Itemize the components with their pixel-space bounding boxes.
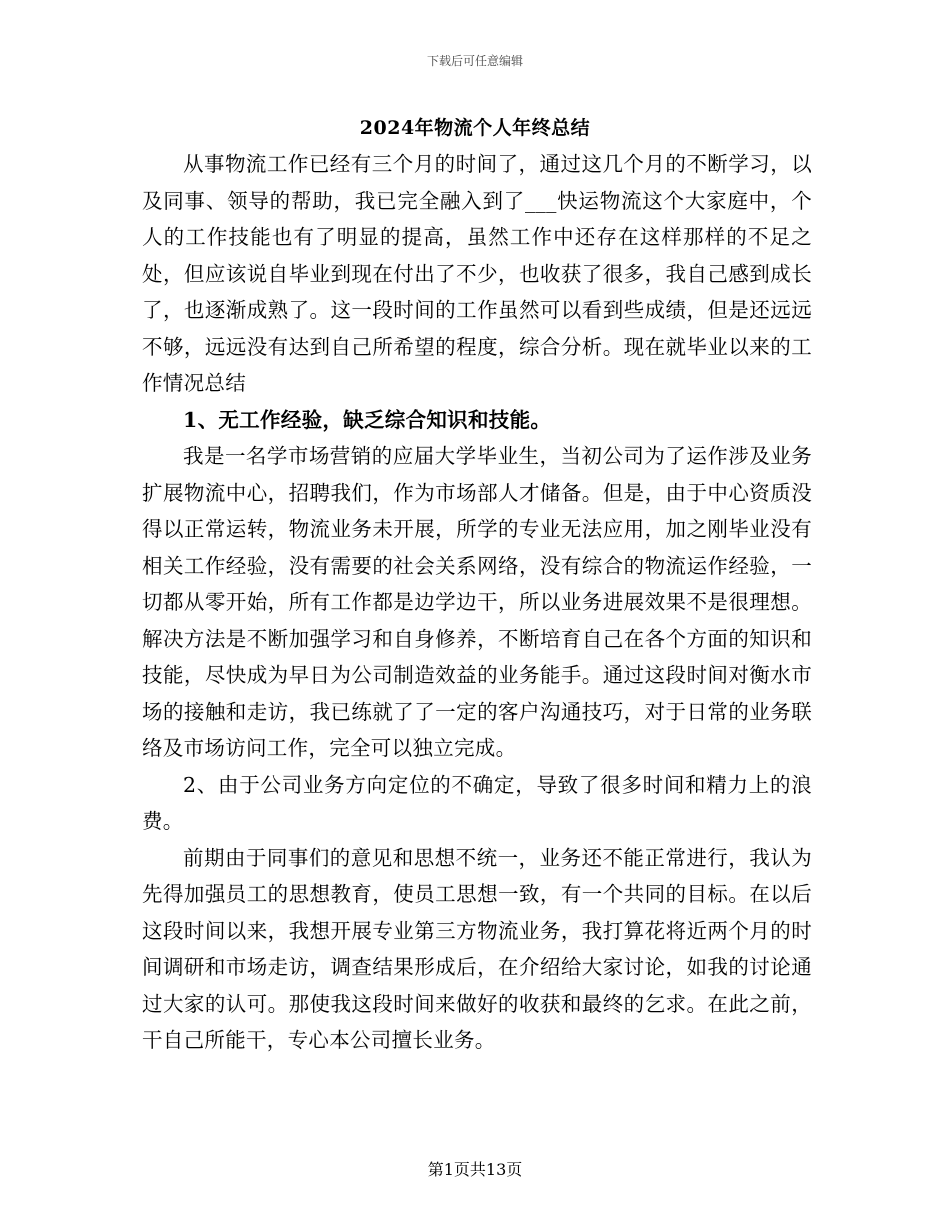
paragraph-section-2: 前期由于同事们的意见和思想不统一，业务还不能正常进行，我认为先得加强员工的思想教育，使员工思想一致，有一个共同的目标。在以后这段时间以来，我想开展专业第三方物流业务，我打算花将近两个月的时间调研和市场走访，调查结果形成后，在介绍给大家讨论，如我的讨论通过大家的认可。那使我这段时间来做好的收获和最终的乞求。在此之前，干自己所能干，专心本公司擅长业务。: [142, 845, 812, 1052]
section-heading-1: 1、无工作经验，缺乏综合知识和技能。: [183, 407, 552, 432]
document-title: 2024年物流个人年终总结: [359, 117, 591, 139]
section-heading-2: 2、由于公司业务方向定位的不确定，导致了很多时间和精力上的浪费。: [142, 772, 812, 833]
header-note: 下载后可任意编辑: [426, 54, 523, 68]
page-number: 第1页共13页: [427, 1160, 523, 1179]
paragraph-intro: 从事物流工作已经有三个月的时间了，通过这几个月的不断学习，以及同事、领导的帮助，我已完全融入到了___快运物流这个大家庭中，个人的工作技能也有了明显的提高，虽然工作中还存在这样那样的不足之处，但应该说自毕业到现在付出了不少，也收获了很多，我自己感到成长了，也逐渐成熟了。这一段时间的工作虽然可以看到些成绩，但是还远远不够，远远没有达到自己所希望的程度，综合分析。现在就毕业以来的工作情况总结: [142, 152, 812, 395]
document-body: [142, 146, 812, 1059]
paragraph-section-1: 我是一名学市场营销的应届大学毕业生，当初公司为了运作涉及业务扩展物流中心，招聘我们，作为市场部人才储备。但是，由于中心资质没得以正常运转，物流业务未开展，所学的专业无法应用，加之刚毕业没有相关工作经验，没有需要的社会关系网络，没有综合的物流运作经验，一切都从零开始，所有工作都是边学边干，所以业务进展效果不是很理想。解决方法是不断加强学习和自身修养，不断培育自己在各个方面的知识和技能，尽快成为早日为公司制造效益的业务能手。通过这段时间对衡水市场的接触和走访，我已练就了了一定的客户沟通技巧，对于日常的业务联络及市场访问工作，完全可以独立完成。: [142, 444, 812, 760]
